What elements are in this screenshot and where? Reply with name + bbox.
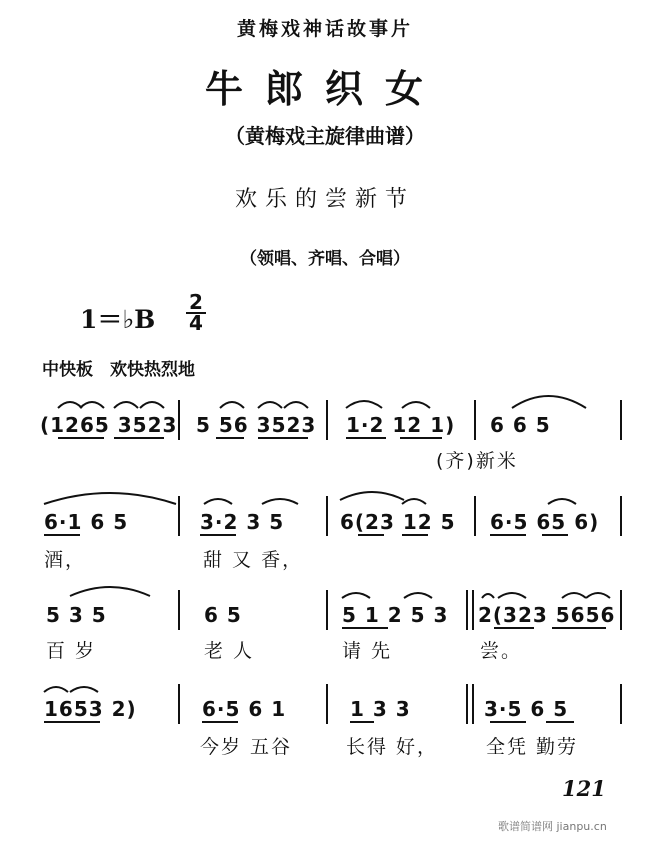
row4-measure3: 1 3 3 [350,697,411,721]
slur-arc [258,402,282,408]
slur-arc [404,593,432,598]
slur-arc [548,499,576,504]
row2-lyric2: 甜 又 香， [203,549,304,571]
row2-lyric1: 酒， [44,549,87,571]
slur-arc [512,396,586,408]
slur-arc [220,402,244,408]
row2-measure2: 3·2 3 5 [200,510,285,534]
row3-lyric3: 请 先 [342,640,393,662]
row4-measure1: 1653 2) [44,697,137,721]
key-signature: 1＝♭B [80,305,156,334]
slur-arc [586,593,610,598]
row1-lyric4: (齐)新米 [436,450,518,472]
score-subtitle: （黄梅戏主旋律曲谱） [225,124,425,148]
slur-arc [58,402,82,408]
voice-arrangement: （领唱、齐唱、合唱） [240,249,410,269]
slur-arc [114,402,138,408]
fermata-arc [482,594,494,598]
row3-measure1: 5 3 5 [46,603,107,627]
slur-arc [44,493,176,504]
slur-arc [346,401,382,408]
slur-arc [402,402,430,408]
song-title: 欢乐的尝新节 [234,187,415,212]
row3-lyric1: 百 岁 [46,640,97,662]
slur-arc [140,402,164,408]
slur-arc [340,492,404,500]
tempo-marking: 中快板 欢快热烈地 [42,360,195,380]
slur-arc [70,687,98,692]
row1-measure2: 5 56 3523 [196,413,317,437]
row3-lyric4: 尝。 [480,640,523,662]
row2-measure3: 6(23 12 5 [340,510,456,534]
time-signature-denominator: 4 [186,312,206,333]
row1-measure3: 1·2 12 1) [346,413,456,437]
slur-arc [262,499,298,504]
slur-arc [402,499,426,504]
row3-measure2: 6 5 [204,603,242,627]
time-signature-numerator: 2 [189,290,203,314]
row2-measure4: 6·5 65 6) [490,510,600,534]
row1-measure1: (1265 3523 [40,413,178,437]
slur-arc [342,593,370,598]
row4-lyric2: 今岁 五谷 [200,736,293,758]
row3-measure4: 2(323 5656 [478,603,616,627]
row2-measure1: 6·1 6 5 [44,510,129,534]
opera-title: 牛郎织女 [204,67,445,111]
row4-measure2: 6·5 6 1 [202,697,287,721]
watermark: 歌谱简谱网 jianpu.cn [498,820,607,833]
row1-measure4: 6 6 5 [490,413,551,437]
slur-arc [284,402,308,408]
row4-measure4: 3·5 6 5 [484,697,569,721]
page-number: 121 [562,776,606,801]
row3-lyric2: 老 人 [204,640,255,662]
row3-measure3: 5 1 2 5 3 [342,603,449,627]
slur-arc [498,593,526,598]
slur-arc [70,587,150,596]
slur-arc [80,402,104,408]
slur-arc [562,593,586,598]
slur-arc [44,687,68,692]
row4-lyric3: 长得 好， [346,736,439,758]
slur-arc [204,499,232,504]
row4-lyric4: 全凭 勤劳 [486,736,579,758]
film-series-title: 黄梅戏神话故事片 [236,18,413,40]
